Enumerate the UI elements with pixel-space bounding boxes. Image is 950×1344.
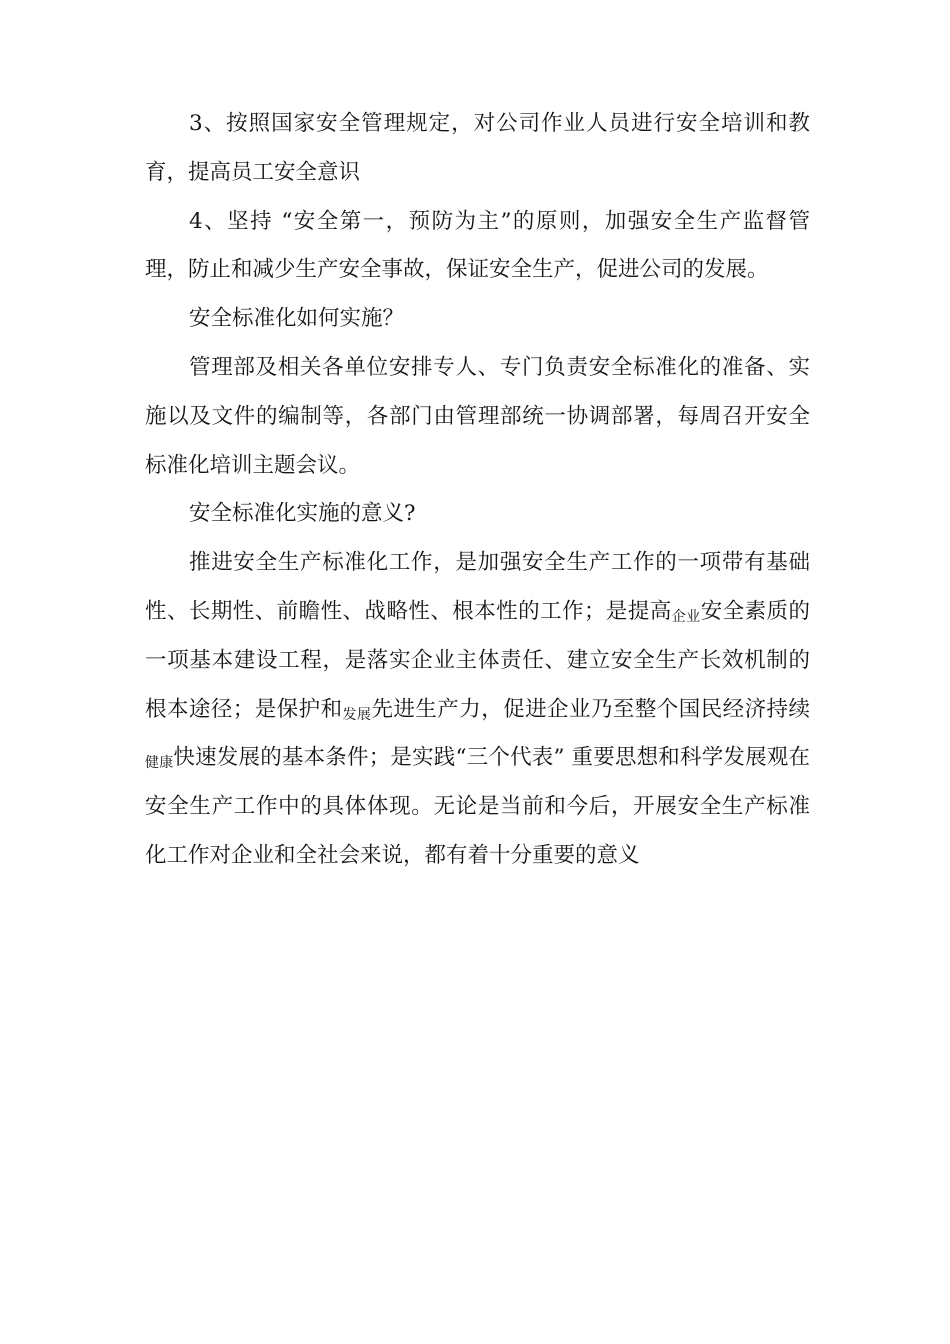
paragraph-text: 3、按照国家安全管理规定，对公司作业人员进行安全培训和教育，提高员工安全意识 — [145, 111, 810, 185]
paragraph-text: 管理部及相关各单位安排专人、专门负责安全标准化的准备、实施以及文件的编制等，各部门由管理部统一协调部署，每周召开安全标准化培训主题会议。 — [145, 354, 810, 478]
paragraph-training — [145, 100, 810, 198]
heading-significance — [145, 490, 810, 539]
paragraph-text-segment: 安全素质的一项基本建设工程，是落实企业主体责任、建立安全生产长效机制的根本途径；是保护和 — [145, 598, 810, 722]
heading-text: 安全标准化如何实施？ — [189, 306, 405, 332]
paragraph-implementation — [145, 344, 810, 490]
document-body — [145, 100, 810, 881]
paragraph-text-segment: 快速发展的基本条件；是实践“三个代表” 重要思想和科学发展观在安全生产工作中的具体体现。无论是当前和今后，开展安全生产标准化工作对企业和全社会来说，都有着十分重要的意义 — [145, 745, 811, 868]
inline-small-text: 发展 — [342, 706, 372, 723]
paragraph-text: 4、坚持 “安全第一，预防为主”的原则，加强安全生产监督管理，防止和减少生产安全事故，保证安全生产，促进公司的发展。 — [145, 208, 810, 283]
heading-text: 安全标准化实施的意义? — [189, 501, 416, 527]
paragraph-significance — [145, 539, 810, 881]
paragraph-safety-principle — [145, 198, 810, 296]
paragraph-text-segment: 推进安全生产标准化工作，是加强安全生产工作的一项带有基础性、长期性、前瞻性、战略性、根本性的工作；是提高 — [145, 550, 810, 624]
inline-small-text: 企业 — [671, 608, 701, 625]
heading-how-to-implement — [145, 295, 810, 344]
inline-small-text: 健康 — [145, 755, 174, 772]
paragraph-text-segment: 先进生产力，促进企业乃至整个国民经济持续 — [371, 696, 810, 722]
